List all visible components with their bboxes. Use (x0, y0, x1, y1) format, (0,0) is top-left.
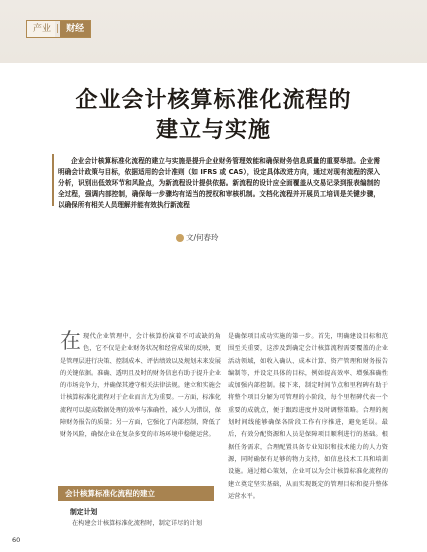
page-number: 60 (12, 536, 21, 544)
category-separator: | (56, 24, 60, 34)
body-left-text: 现代企业管理中，会计核算扮演着不可或缺的角色，它不仅是企业财务状况和经营成果的反映，更是管理层进行决策、控制成本、评估绩效以及规划未来发展的关键依据。准确、透明且及时的财务信息有助于提升企业的市场竞争力，并确保其遵守相关法律法规。建立和实施会计核算标准化流程对于企业而言尤为重要。一方面，标准化流程可以提高数据处理的效率与准确性，减少人为错误，保障财务报告的质量；另一方面，它强化了内部控制，降低了财务风险，确保企业在复杂多变的市场环境中稳健运营。 (60, 333, 221, 439)
category-column: 财经 (60, 21, 90, 37)
body-column-left (60, 331, 221, 442)
author-name: 文/何春玲 (186, 233, 219, 242)
article-title-line1: 企业会计核算标准化流程的 (75, 88, 352, 113)
author-bullet-icon (176, 234, 184, 242)
sub-heading: 制定计划 (70, 508, 98, 516)
author-byline (176, 232, 219, 243)
drop-cap: 在 (60, 329, 81, 353)
category-section: 产业 (27, 21, 55, 37)
body-column-right: 是确保项目成功实施的第一步。首先，明确建设目标和范围至关重要，这涉及到确定会计核算流程需要覆盖的企业活动领域，如收入确认、成本计算、资产管理和财务报告编制等，并设定具体的目标，例如提高效率、增强准确性或加强内部控制。接下来，制定时间节点和里程碑有助于将整个项目分解为可管理的小阶段，每个里程碑代表一个重要的成就点，便于跟踪进度并及时调整策略。合理的规划时间线能够确保各阶段工作有序推进，避免延误。最后，有效分配资源和人员是保障项目顺利进行的基础。根据任务需求，合理配置具备专业知识和技术能力的人力资源，同时确保有足够的物力支持，如信息技术工具和培训设施。通过精心策划，企业可以为会计核算标准化流程的建立奠定坚实基础，从而实现既定的管理目标和提升整体运营水平。 (228, 333, 388, 500)
body-left-continued: 在构建会计核算标准化流程时，制定详尽的计划 (72, 520, 202, 527)
article-title-line2: 建立与实施 (155, 118, 271, 143)
category-tag (26, 20, 91, 38)
abstract-text: 企业会计核算标准化流程的建立与实施是提升企业财务管理效能和确保财务信息质量的重要举措。企业需明确会计政策与目标，依据适用的会计准则（如 IFRS 或 CAS），设定具体改进方向，通过对现有流程的深入分析，识别出低效环节和风险点，为新流程设计提供依据。新流程的设计应全面覆盖从交易记录到报表编制的全过程，强调内部控制，确保每一步骤均有适当的授权和审核机制。文档化流程并开展员工培训是关键步骤，以确保所有相关人员理解并能有效执行新流程 (58, 157, 380, 209)
abstract-accent-bar (52, 154, 54, 206)
section-heading: 会计核算标准化流程的建立 (58, 486, 214, 501)
